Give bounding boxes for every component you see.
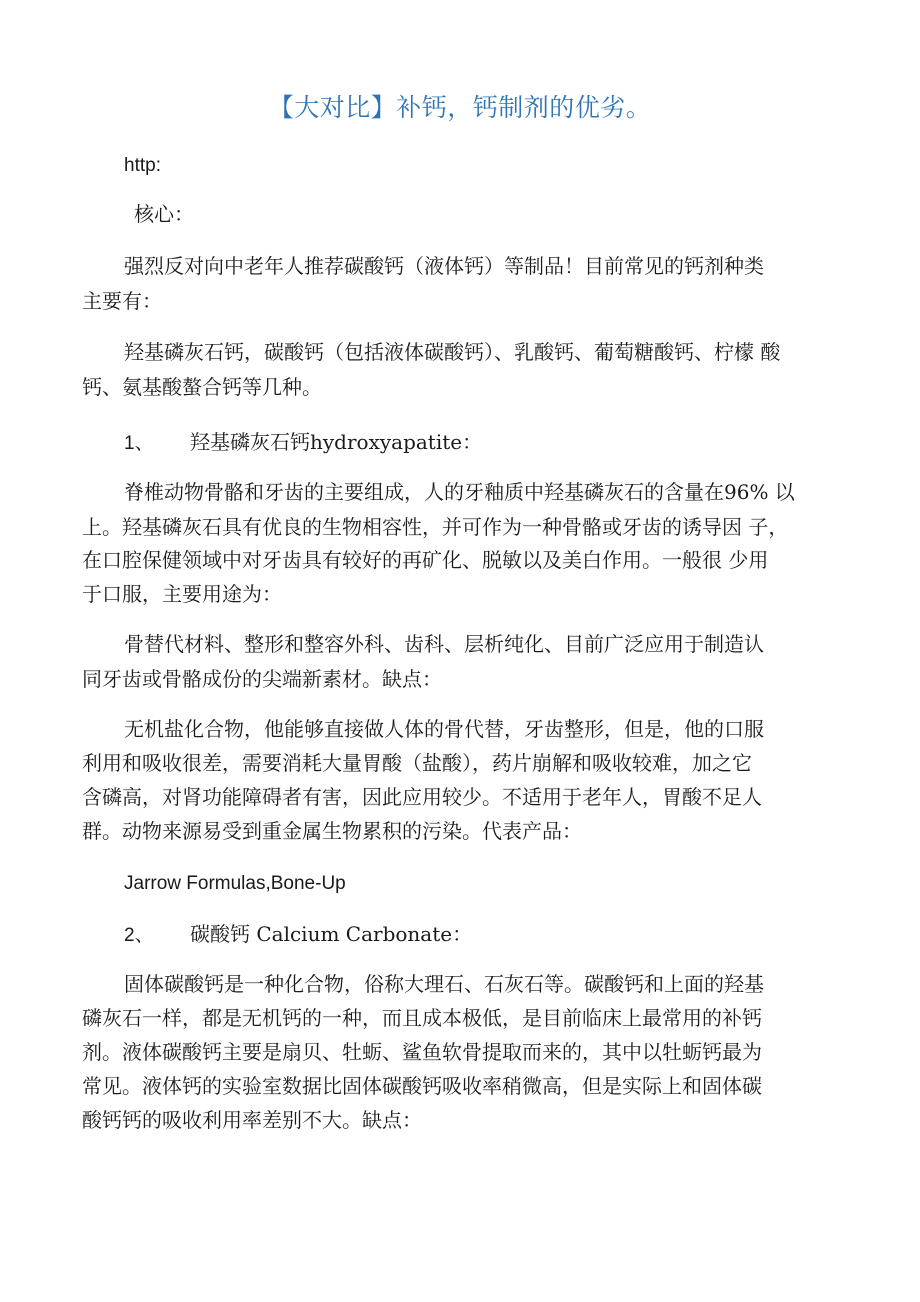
- section-1-number: 1、: [124, 433, 154, 454]
- intro-line: 主要有：: [82, 289, 162, 313]
- section-1-title: 羟基磷灰石钙hydroxyapatite：: [190, 430, 483, 454]
- intro-line: 强烈反对向中老年人推荐碳酸钙（液体钙）等制品！目前常见的钙剂种类: [124, 254, 764, 278]
- section-1-para-line: 群。动物来源易受到重金属生物累积的污染。代表产品：: [82, 819, 582, 843]
- product-name: Jarrow Formulas,Bone-Up: [124, 873, 346, 894]
- section-2-number: 2、: [124, 925, 154, 946]
- section-1-para-line: 同牙齿或骨骼成份的尖端新素材。缺点：: [82, 667, 442, 691]
- section-1-para-line: 于口服，主要用途为：: [82, 582, 282, 606]
- section-1-heading: [124, 428, 482, 458]
- section-1-para-line: 上。羟基磷灰石具有优良的生物相容性，并可作为一种骨骼或牙齿的诱导因 子，: [82, 515, 789, 539]
- section-1-para-line: 利用和吸收很差，需要消耗大量胃酸（盐酸），药片崩解和吸收较难，加之它: [82, 751, 752, 775]
- section-2-para-line: 剂。液体碳酸钙主要是扇贝、牡蛎、鲨鱼软骨提取而来的，其中以牡蛎钙最为: [82, 1040, 762, 1064]
- section-2-para-line: 酸钙钙的吸收利用率差别不大。缺点：: [82, 1108, 422, 1132]
- section-2-para-line: 常见。液体钙的实验室数据比固体碳酸钙吸收率稍微高，但是实际上和固体碳: [82, 1074, 762, 1098]
- core-label: 核心：: [134, 202, 194, 226]
- section-1-para-line: 含磷高，对肾功能障碍者有害，因此应用较少。不适用于老年人，胃酸不足人: [82, 785, 762, 809]
- section-1-para-line: 无机盐化合物，他能够直接做人体的骨代替，牙齿整形，但是，他的口服: [124, 717, 764, 741]
- types-line: 羟基磷灰石钙，碳酸钙（包括液体碳酸钙）、乳酸钙、葡萄糖酸钙、柠檬 酸: [124, 340, 781, 364]
- types-line: 钙、氨基酸螯合钙等几种。: [82, 375, 322, 399]
- section-2-title: 碳酸钙 Calcium Carbonate：: [190, 922, 473, 946]
- section-1-para-line: 脊椎动物骨骼和牙齿的主要组成，人的牙釉质中羟基磷灰石的含量在96% 以: [124, 480, 795, 504]
- section-2-para-line: 磷灰石一样，都是无机钙的一种，而且成本极低，是目前临床上最常用的补钙: [82, 1006, 762, 1030]
- section-2-heading: [124, 920, 472, 950]
- section-2-para-line: 固体碳酸钙是一种化合物，俗称大理石、石灰石等。碳酸钙和上面的羟基: [124, 972, 764, 996]
- url-label: http:: [124, 155, 161, 176]
- section-1-para-line: 在口腔保健领域中对牙齿具有较好的再矿化、脱敏以及美白作用。一般很 少用: [82, 548, 769, 572]
- document-title: 【大对比】补钙，钙制剂的优劣。: [268, 93, 652, 122]
- section-1-para-line: 骨替代材料、整形和整容外科、齿科、层析纯化、目前广泛应用于制造认: [124, 632, 764, 656]
